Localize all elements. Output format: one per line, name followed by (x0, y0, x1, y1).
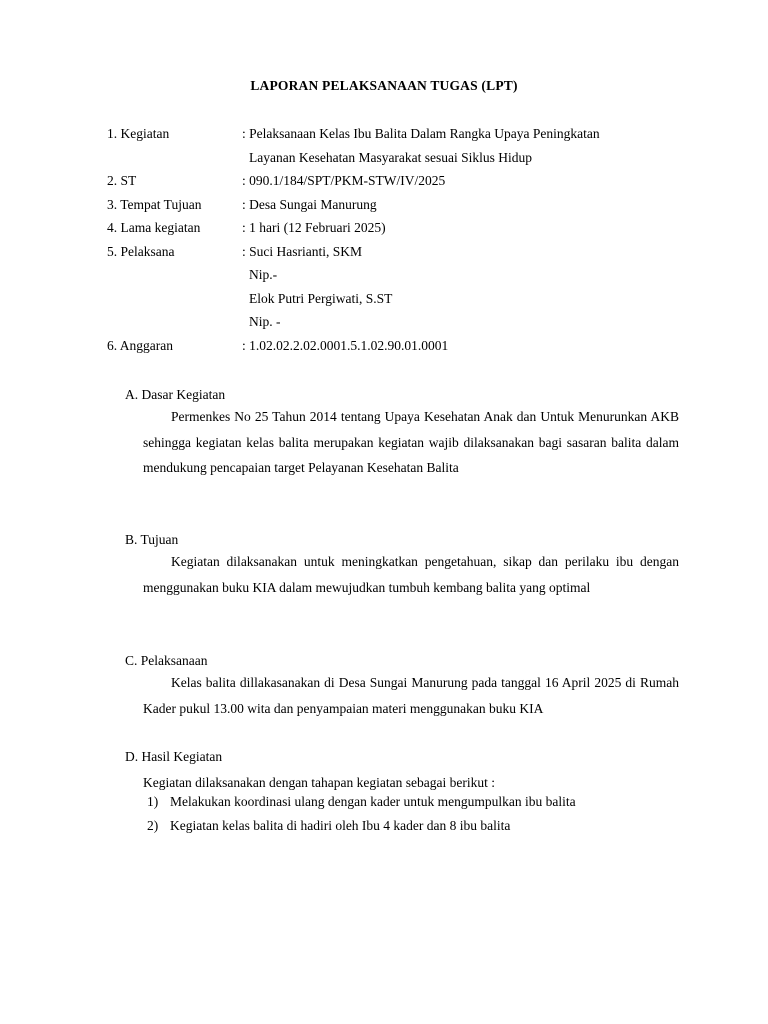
section-paragraph: Permenkes No 25 Tahun 2014 tentang Upaya Kesehatan Anak dan Untuk Menurunkan AKB sehingga kegiatan kelas balita merupakan kegiatan wajib dilaksanakan bagi sasaran balita dalam mendukung pencapaian target Pelayanan Kesehatan Balita (143, 409, 679, 475)
info-value: : Pelaksanaan Kelas Ibu Balita Dalam Rangka Upaya Peningkatan (242, 126, 600, 141)
section-paragraph: Kegiatan dilaksanakan untuk meningkatkan pengetahuan, sikap dan perilaku ibu dengan menggunakan buku KIA dalam mewujudkan tumbuh kembang balita yang optimal (143, 554, 679, 595)
info-row-tempat-tujuan (107, 197, 687, 221)
info-value: : Desa Sungai Manurung (242, 196, 377, 212)
section-heading: D. Hasil Kegiatan (125, 749, 223, 764)
section-tujuan (125, 532, 679, 600)
list-item (125, 818, 679, 842)
list-number: 1) (147, 794, 159, 809)
document-title: LAPORAN PELAKSANAAN TUGAS (LPT) (250, 78, 518, 93)
info-row-pelaksana-nip2 (107, 314, 687, 338)
info-label: 5. Pelaksana (107, 243, 175, 259)
section-paragraph: Kelas balita dillakasanakan di Desa Sungai Manurung pada tanggal 16 April 2025 di Rumah Kader pukul 13.00 wita dan penyampaian materi menggunakan buku KIA (143, 675, 679, 716)
info-value: : Suci Hasrianti, SKM (242, 243, 362, 259)
info-value: : 1 hari (12 Februari 2025) (242, 220, 386, 235)
section-heading: C. Pelaksanaan (125, 653, 208, 668)
info-row-pelaksana-nip1 (107, 267, 687, 291)
section-intro: Kegiatan dilaksanakan dengan tahapan kegiatan sebagai berikut : (143, 775, 495, 790)
info-row-kegiatan (107, 126, 687, 150)
info-value: : 1.02.02.2.02.0001.5.1.02.90.01.0001 (242, 337, 449, 353)
list-text: Kegiatan kelas balita di hadiri oleh Ibu 4 kader dan 8 ibu balita (170, 818, 511, 833)
section-heading: A. Dasar Kegiatan (125, 387, 226, 402)
info-value: : 090.1/184/SPT/PKM-STW/IV/2025 (242, 173, 446, 188)
info-value-continuation: Elok Putri Pergiwati, S.ST (249, 290, 393, 306)
info-value-continuation: Layanan Kesehatan Masyarakat sesuai Siklus Hidup (249, 149, 533, 165)
info-row-pelaksana-name2 (107, 291, 687, 315)
info-value-continuation: Nip. - (249, 314, 281, 329)
info-label: 6. Anggaran (107, 337, 173, 353)
section-dasar-kegiatan (125, 387, 679, 481)
section-hasil-kegiatan (125, 749, 679, 842)
info-label: 1. Kegiatan (107, 126, 170, 141)
section-heading: B. Tujuan (125, 532, 179, 547)
section-pelaksanaan (125, 653, 679, 721)
list-text: Melakukan koordinasi ulang dengan kader untuk mengumpulkan ibu balita (170, 794, 576, 809)
info-label: 4. Lama kegiatan (107, 220, 201, 235)
info-table (107, 126, 687, 361)
info-label: 3. Tempat Tujuan (107, 196, 202, 212)
info-value-continuation: Nip.- (249, 267, 278, 282)
info-row-st (107, 173, 687, 197)
info-row-lama-kegiatan (107, 220, 687, 244)
info-label: 2. ST (107, 173, 137, 188)
info-row-pelaksana (107, 244, 687, 268)
info-row-kegiatan-cont (107, 150, 687, 174)
info-row-anggaran (107, 338, 687, 362)
list-number: 2) (147, 818, 159, 833)
list-item (125, 794, 679, 818)
